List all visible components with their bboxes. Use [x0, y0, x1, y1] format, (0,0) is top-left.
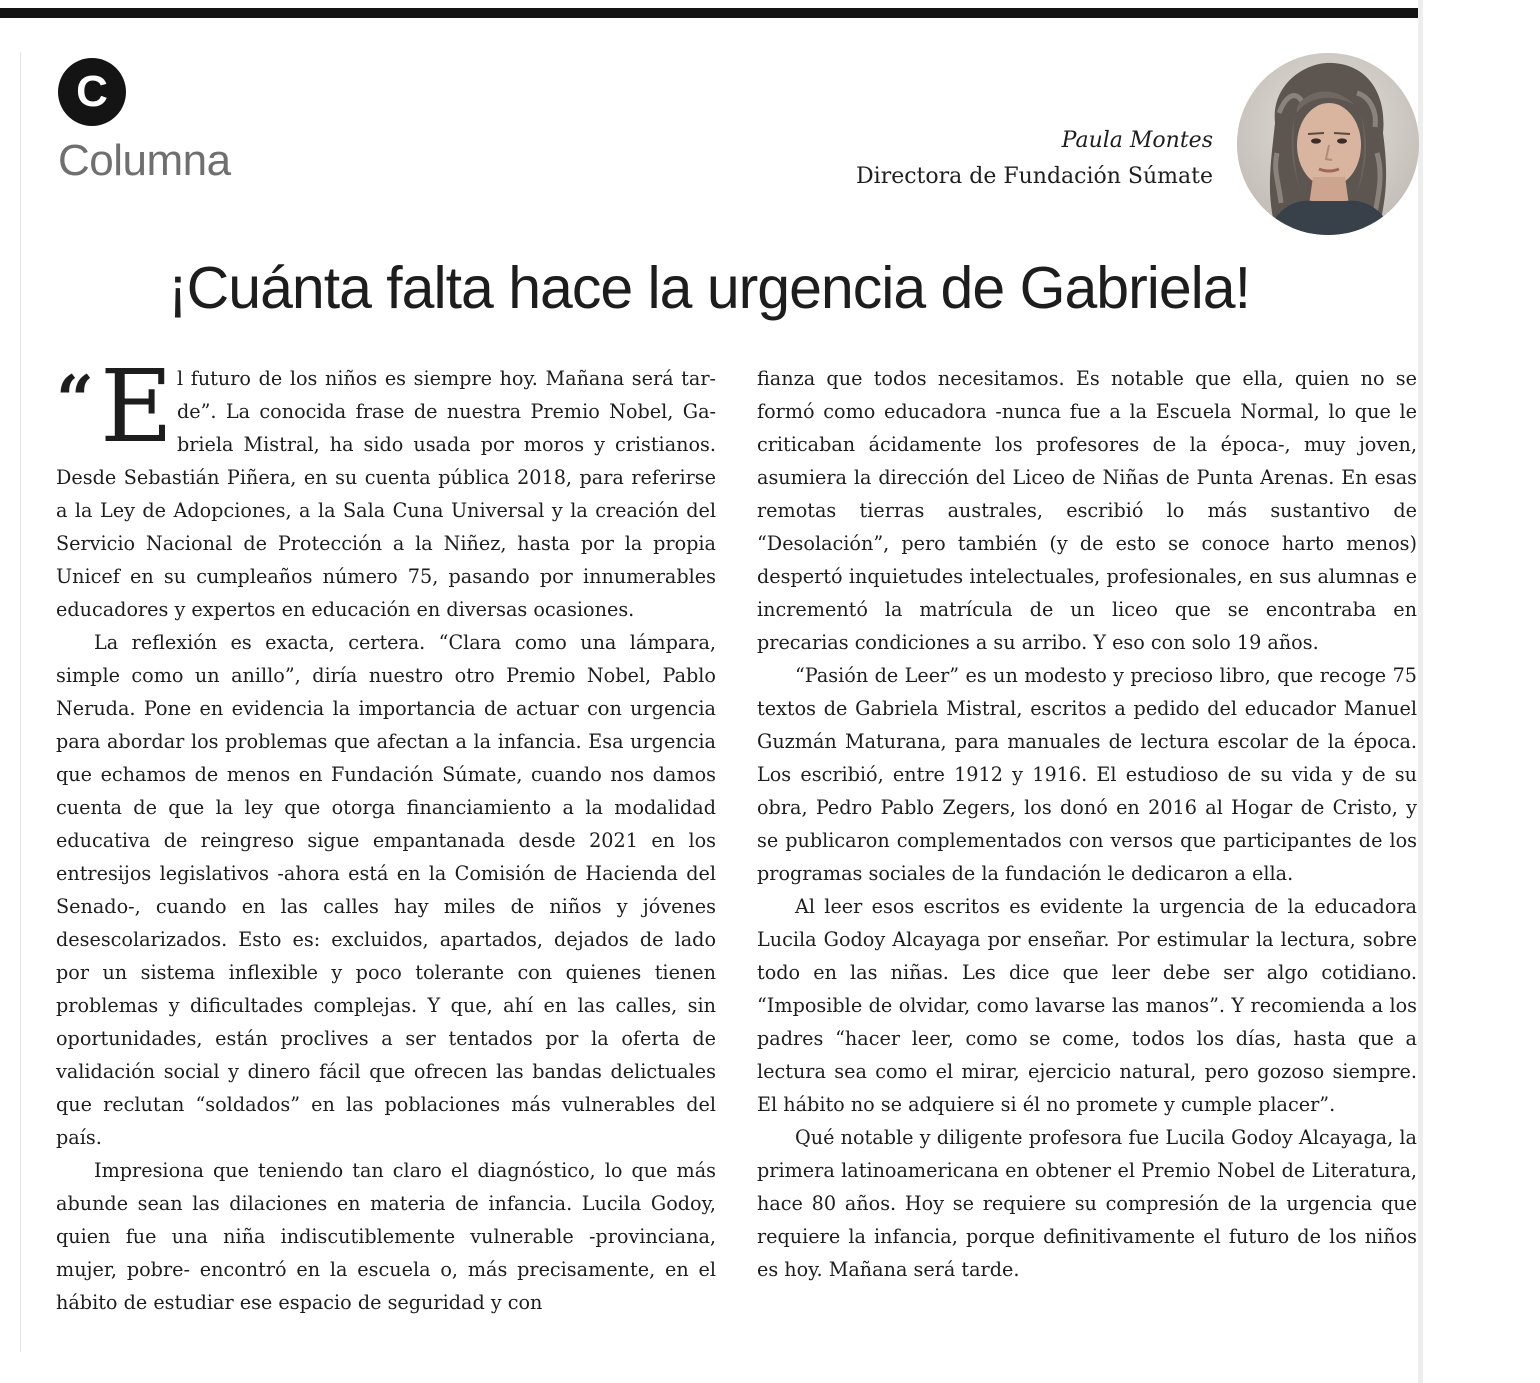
top-rule [0, 8, 1418, 18]
paragraph: fianza que todos necesitamos. Es notable que ella, quien no se formó como educadora -nunca fue a la Escuela Normal, lo que le criticaban ácidamente los profesores de la época-, muy joven, asumiera la dirección del Liceo de Niñas de Punta Arenas. En esas remotas tierras australes, escribió lo más sustantivo de “Desolación”, pero también (y de esto se conoce harto menos) despertó inquietudes intelectuales, profesionales, en sus alumnas e incrementó la matrícula de un liceo que se encontraba en precarias condiciones a su arribo. Y eso con solo 19 años. [757, 367, 1417, 654]
author-role: Directora de Fundación Súmate [856, 164, 1213, 189]
page-edge-shadow [1418, 0, 1423, 1383]
paragraph: Qué notable y diligente profesora fue Lucila Godoy Alcayaga, la primera latinoamericana en obtener el Premio Nobel de Literatura, hace 80 años. Hoy se requiere su compresión de la urgencia que requiere la infancia, porque definitivamente el futuro de los niños es hoy. Mañana será tarde. [757, 1126, 1417, 1281]
author-portrait-image [1237, 53, 1419, 235]
paragraph: Al leer esos escritos es evidente la urgencia de la educadora Lucila Godoy Alcayaga por enseñar. Por estimular la lectura, sobre todo en las niñas. Les dice que leer debe ser algo cotidiano. “Imposible de olvidar, como lavarse las manos”. Y recomienda a los padres “hacer leer, como se come, todos los días, hasta que a lectura sea como el mirar, ejercicio natural, pero gozoso siempre. El hábito no se adquiere si él no promete y cumple placer”. [757, 895, 1417, 1116]
opening-quote-mark: “ [56, 361, 94, 439]
paragraph: Impresiona que teniendo tan claro el diagnóstico, lo que más abunde sean las dilaciones en materia de infancia. Lucila Godoy, quien fue una niña indiscutiblemente vulnerable -provinciana, mujer, pobre- encontró en la escuela o, más precisamente, en el hábito de estudiar ese espacio de seguridad y con [56, 1159, 716, 1314]
paragraph: “Pasión de Leer” es un modesto y precioso libro, que recoge 75 textos de Gabriela Mistral, escritos a pedido del educador Manuel Guzmán Maturana, para manuales de lectura escolar de la época. Los escribió, entre 1912 y 1916. El estudioso de su vida y de su obra, Pedro Pablo Zegers, los donó en 2016 al Hogar de Cristo, y se publicaron complementados con versos que participantes de los programas sociales de la fundación le dedicaron a ella. [757, 664, 1417, 885]
article-column-1 [56, 348, 716, 1319]
left-margin-rule [20, 52, 21, 1352]
article-column-2 [757, 362, 1417, 1286]
paragraph-text: l futuro de los niños es siempre hoy. Mañana será tarde”. La conocida frase de nuestra Premio Nobel, Gabriela Mistral, ha sido usada por moros y cristianos. Desde Sebastián Piñera, en su cuenta pública 2018, para referirse a la Ley de Adopciones, a la Sala Cuna Universal y la creación del Servicio Nacional de Protección a la Niñez, hasta por la propia Unicef en su cumpleaños número 75, pasando por innumerables educadores y expertos en educación en diversas ocasiones. [56, 367, 716, 621]
section-label: Columna [58, 136, 231, 185]
author-photo [1237, 53, 1419, 235]
paragraph: La reflexión es exacta, certera. “Clara como una lámpara, simple como un anillo”, diría nuestro otro Premio Nobel, Pablo Neruda. Pone en evidencia la importancia de actuar con urgencia para abordar los problemas que afectan a la infancia. Esa urgencia que echamos de menos en Fundación Súmate, cuando nos damos cuenta de que la ley que otorga financiamiento a la modalidad educativa de reingreso sigue empantanada desde 2021 en los entresijos legislativos -ahora está en la Comisión de Hacienda del Senado-, cuando en las calles hay miles de niños y jóvenes desescolarizados. Esto es: excluidos, apartados, dejados de lado por un sistema inflexible y poco tolerante con quienes tienen problemas y dificultades complejas. Y que, ahí en las calles, sin oportunidades, están proclives a ser tentados por la oferta de validación social y dinero fácil que ofrecen las bandas delictuales que reclutan “soldados” en las poblaciones más vulnerables del país. [56, 631, 716, 1149]
section-badge-icon: C [58, 58, 126, 126]
author-name: Paula Montes [1061, 128, 1213, 153]
headline: ¡Cuánta falta hace la urgencia de Gabriela! [168, 255, 1250, 321]
drop-cap: E [99, 348, 173, 465]
paragraph [56, 348, 716, 626]
